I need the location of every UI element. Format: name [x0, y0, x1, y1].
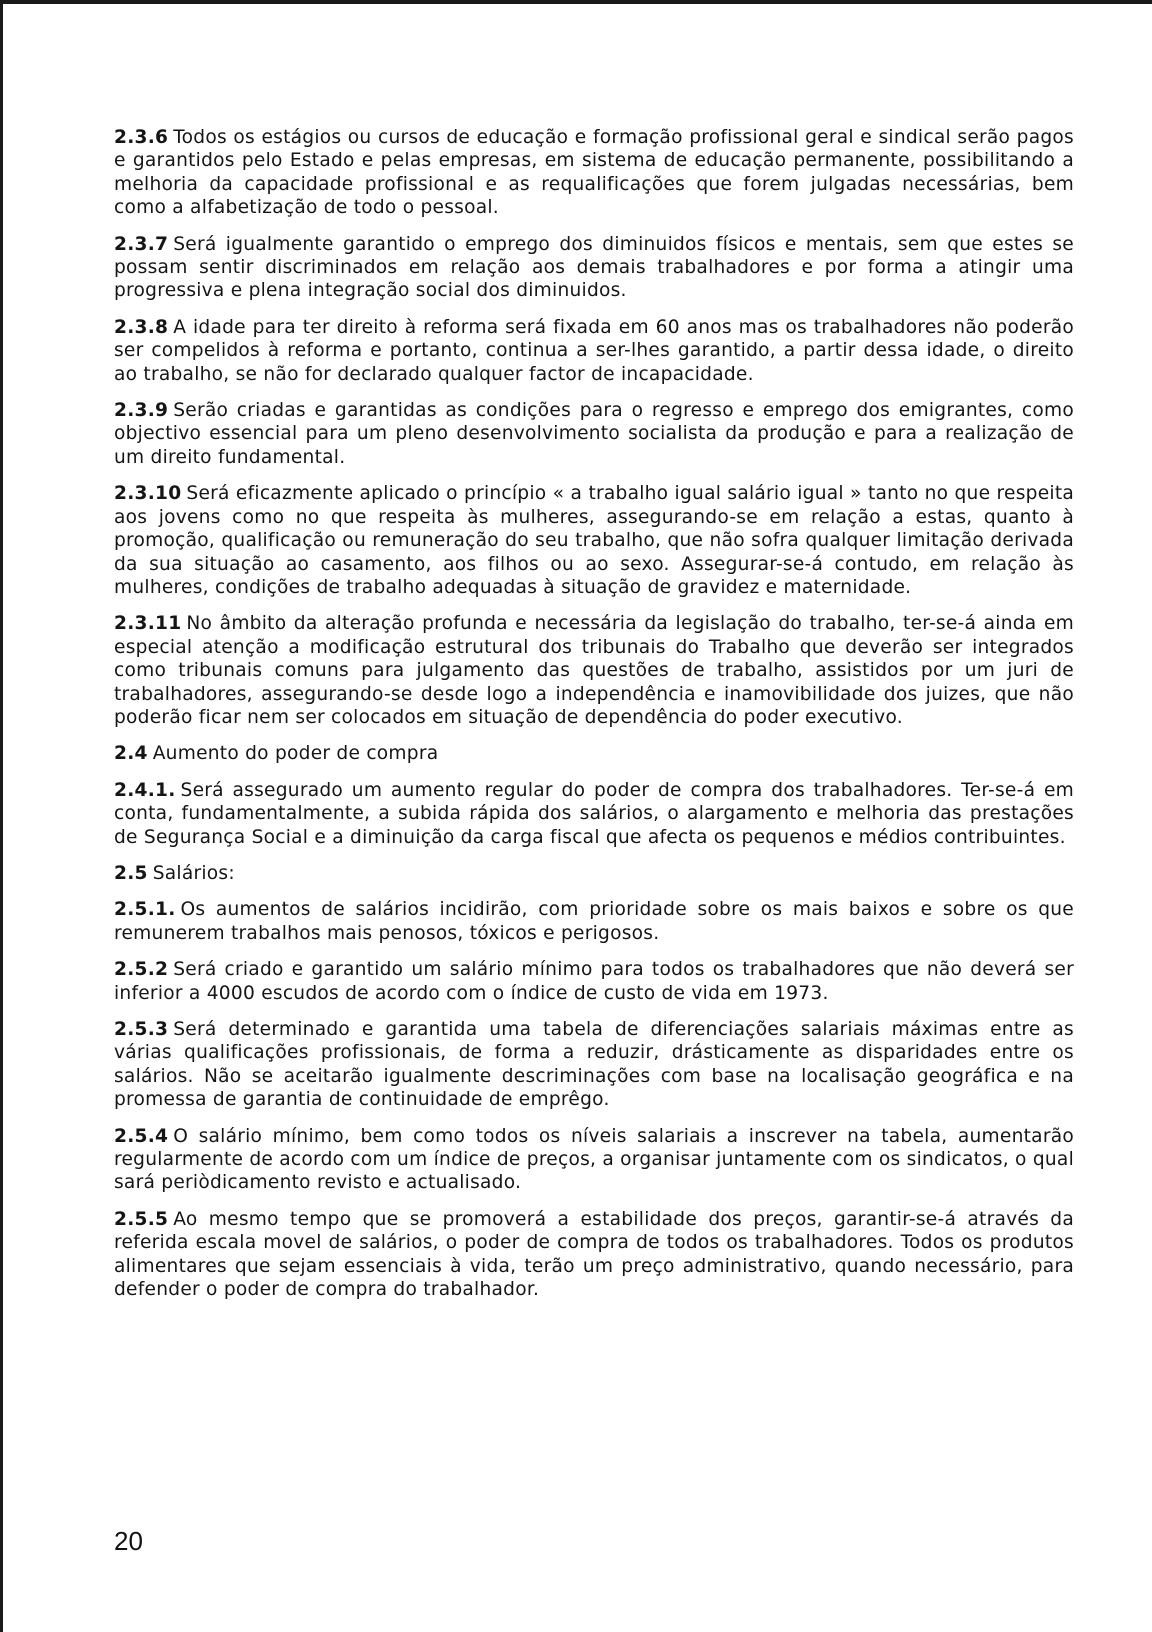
document-body: [114, 126, 1074, 1314]
section-number: 2.5.5: [114, 1208, 169, 1230]
section-text: O salário mínimo, bem como todos os níveis salariais a inscrever na tabela, aumentarão regularmente de acordo com um índice de preços, a organisar juntamente com os sindicatos, o qual sará periòdicamento revisto e actualisado.: [114, 1125, 1074, 1194]
section-number: 2.5.2: [114, 959, 169, 981]
section-heading-text: Aumento do poder de compra: [152, 743, 439, 765]
section-heading-2-4: [114, 742, 1074, 765]
section-2-5-4: [114, 1125, 1074, 1195]
page-number: 20: [114, 1526, 143, 1556]
section-2-3-10: [114, 482, 1074, 599]
section-number: 2.3.11: [114, 613, 182, 635]
section-text: Será eficazmente aplicado o princípio « a trabalho igual salário igual » tanto no que respeita aos jovens como no que respeita às mulheres, assegurando-se em relação a estas, quanto à promoção, qualificação ou remuneração do seu trabalho, que não sofra qualquer limitação derivada da sua situação ao casamento, aos filhos ou ao sexo. Assegurar-se-á contudo, em relação às mulheres, condições de trabalho adequadas à situação de gravidez e maternidade.: [114, 483, 1074, 598]
section-2-5-5: [114, 1208, 1074, 1302]
section-number: 2.5: [114, 862, 148, 884]
section-2-3-9: [114, 399, 1074, 469]
section-text: Serão criadas e garantidas as condições para o regresso e emprego dos emigrantes, como objectivo essencial para um pleno desenvolvimento socialista da produção e para a realização de um direito fundamental.: [114, 400, 1074, 468]
section-text: Todos os estágios ou cursos de educação e formação profissional geral e sindical serão pagos e garantidos pelo Estado e pelas empresas, em sistema de educação permanente, possibilitando a melhoria da capacidade profissional e as requalificações que forem julgadas necessárias, bem como a alfabetização de todo o pessoal.: [114, 127, 1074, 219]
section-number: 2.3.8: [114, 316, 169, 338]
section-2-3-11: [114, 612, 1074, 729]
page-border-top: [0, 0, 1152, 4]
section-2-3-6: [114, 126, 1074, 220]
section-number: 2.5.4: [114, 1125, 169, 1147]
section-number: 2.3.9: [114, 400, 169, 422]
section-text: Será determinado e garantida uma tabela de diferenciações salariais máximas entre as várias qualificações profissionais, de forma a reduzir, drásticamente as disparidades entre os salários. Não se aceitarão igualmente descriminações com base na localisação geográfica e na promessa de garantia de continuidade de emprêgo.: [114, 1019, 1074, 1111]
section-heading-2-5: [114, 862, 1074, 885]
section-text: Os aumentos de salários incidirão, com prioridade sobre os mais baixos e sobre os que remunerem trabalhos mais penosos, tóxicos e perigosos.: [114, 899, 1074, 944]
section-number: 2.4.1.: [114, 779, 176, 801]
section-2-4-1: [114, 779, 1074, 849]
section-number: 2.5.3: [114, 1019, 169, 1040]
section-text: Será igualmente garantido o emprego dos diminuidos físicos e mentais, sem que estes se possam sentir discriminados em relação aos demais trabalhadores e por forma a atingir uma progressiva e plena integração social dos diminuidos.: [114, 233, 1074, 302]
section-heading-text: Salários:: [152, 862, 235, 884]
section-number: 2.3.10: [114, 483, 182, 505]
section-number: 2.3.7: [114, 233, 169, 255]
section-2-5-3: [114, 1018, 1074, 1112]
section-2-3-8: [114, 316, 1074, 386]
section-text: No âmbito da alteração profunda e necessária da legislação do trabalho, ter-se-á ainda em especial atenção a modificação estrutural dos tribunais do Trabalho que deverão ser integrados como tribunais comuns para julgamento das questões de trabalho, assistidos por um juri de trabalhadores, assegurando-se desde logo a independência e inamovibilidade dos juizes, que não poderão ficar nem ser colocados em situação de dependência do poder executivo.: [114, 613, 1074, 728]
section-2-5-2: [114, 958, 1074, 1005]
section-number: 2.5.1.: [114, 899, 176, 921]
page-border-left: [0, 0, 3, 1632]
section-number: 2.4: [114, 743, 148, 765]
section-text: Ao mesmo tempo que se promoverá a estabilidade dos preços, garantir-se-á através da referida escala movel de salários, o poder de compra de todos os trabalhadores. Todos os produtos alimentares que sejam essenciais à vida, terão um preço administrativo, quando necessário, para defender o poder de compra do trabalhador.: [114, 1208, 1074, 1301]
section-text: Será criado e garantido um salário mínimo para todos os trabalhadores que não deverá ser inferior a 4000 escudos de acordo com o índice de custo de vida em 1973.: [114, 959, 1074, 1004]
section-2-5-1: [114, 898, 1074, 945]
section-2-3-7: [114, 233, 1074, 303]
section-text: Será assegurado um aumento regular do poder de compra dos trabalhadores. Ter-se-á em conta, fundamentalmente, a subida rápida dos salários, o alargamento e melhoria das prestações de Segurança Social e a diminuição da carga fiscal que afecta os pequenos e médios contribuintes.: [114, 779, 1074, 848]
section-number: 2.3.6: [114, 127, 169, 148]
section-text: A idade para ter direito à reforma será fixada em 60 anos mas os trabalhadores não poderão ser compelidos à reforma e portanto, continua a ser-lhes garantido, a partir dessa idade, o direito ao trabalho, se não for declarado qualquer factor de incapacidade.: [114, 316, 1074, 385]
